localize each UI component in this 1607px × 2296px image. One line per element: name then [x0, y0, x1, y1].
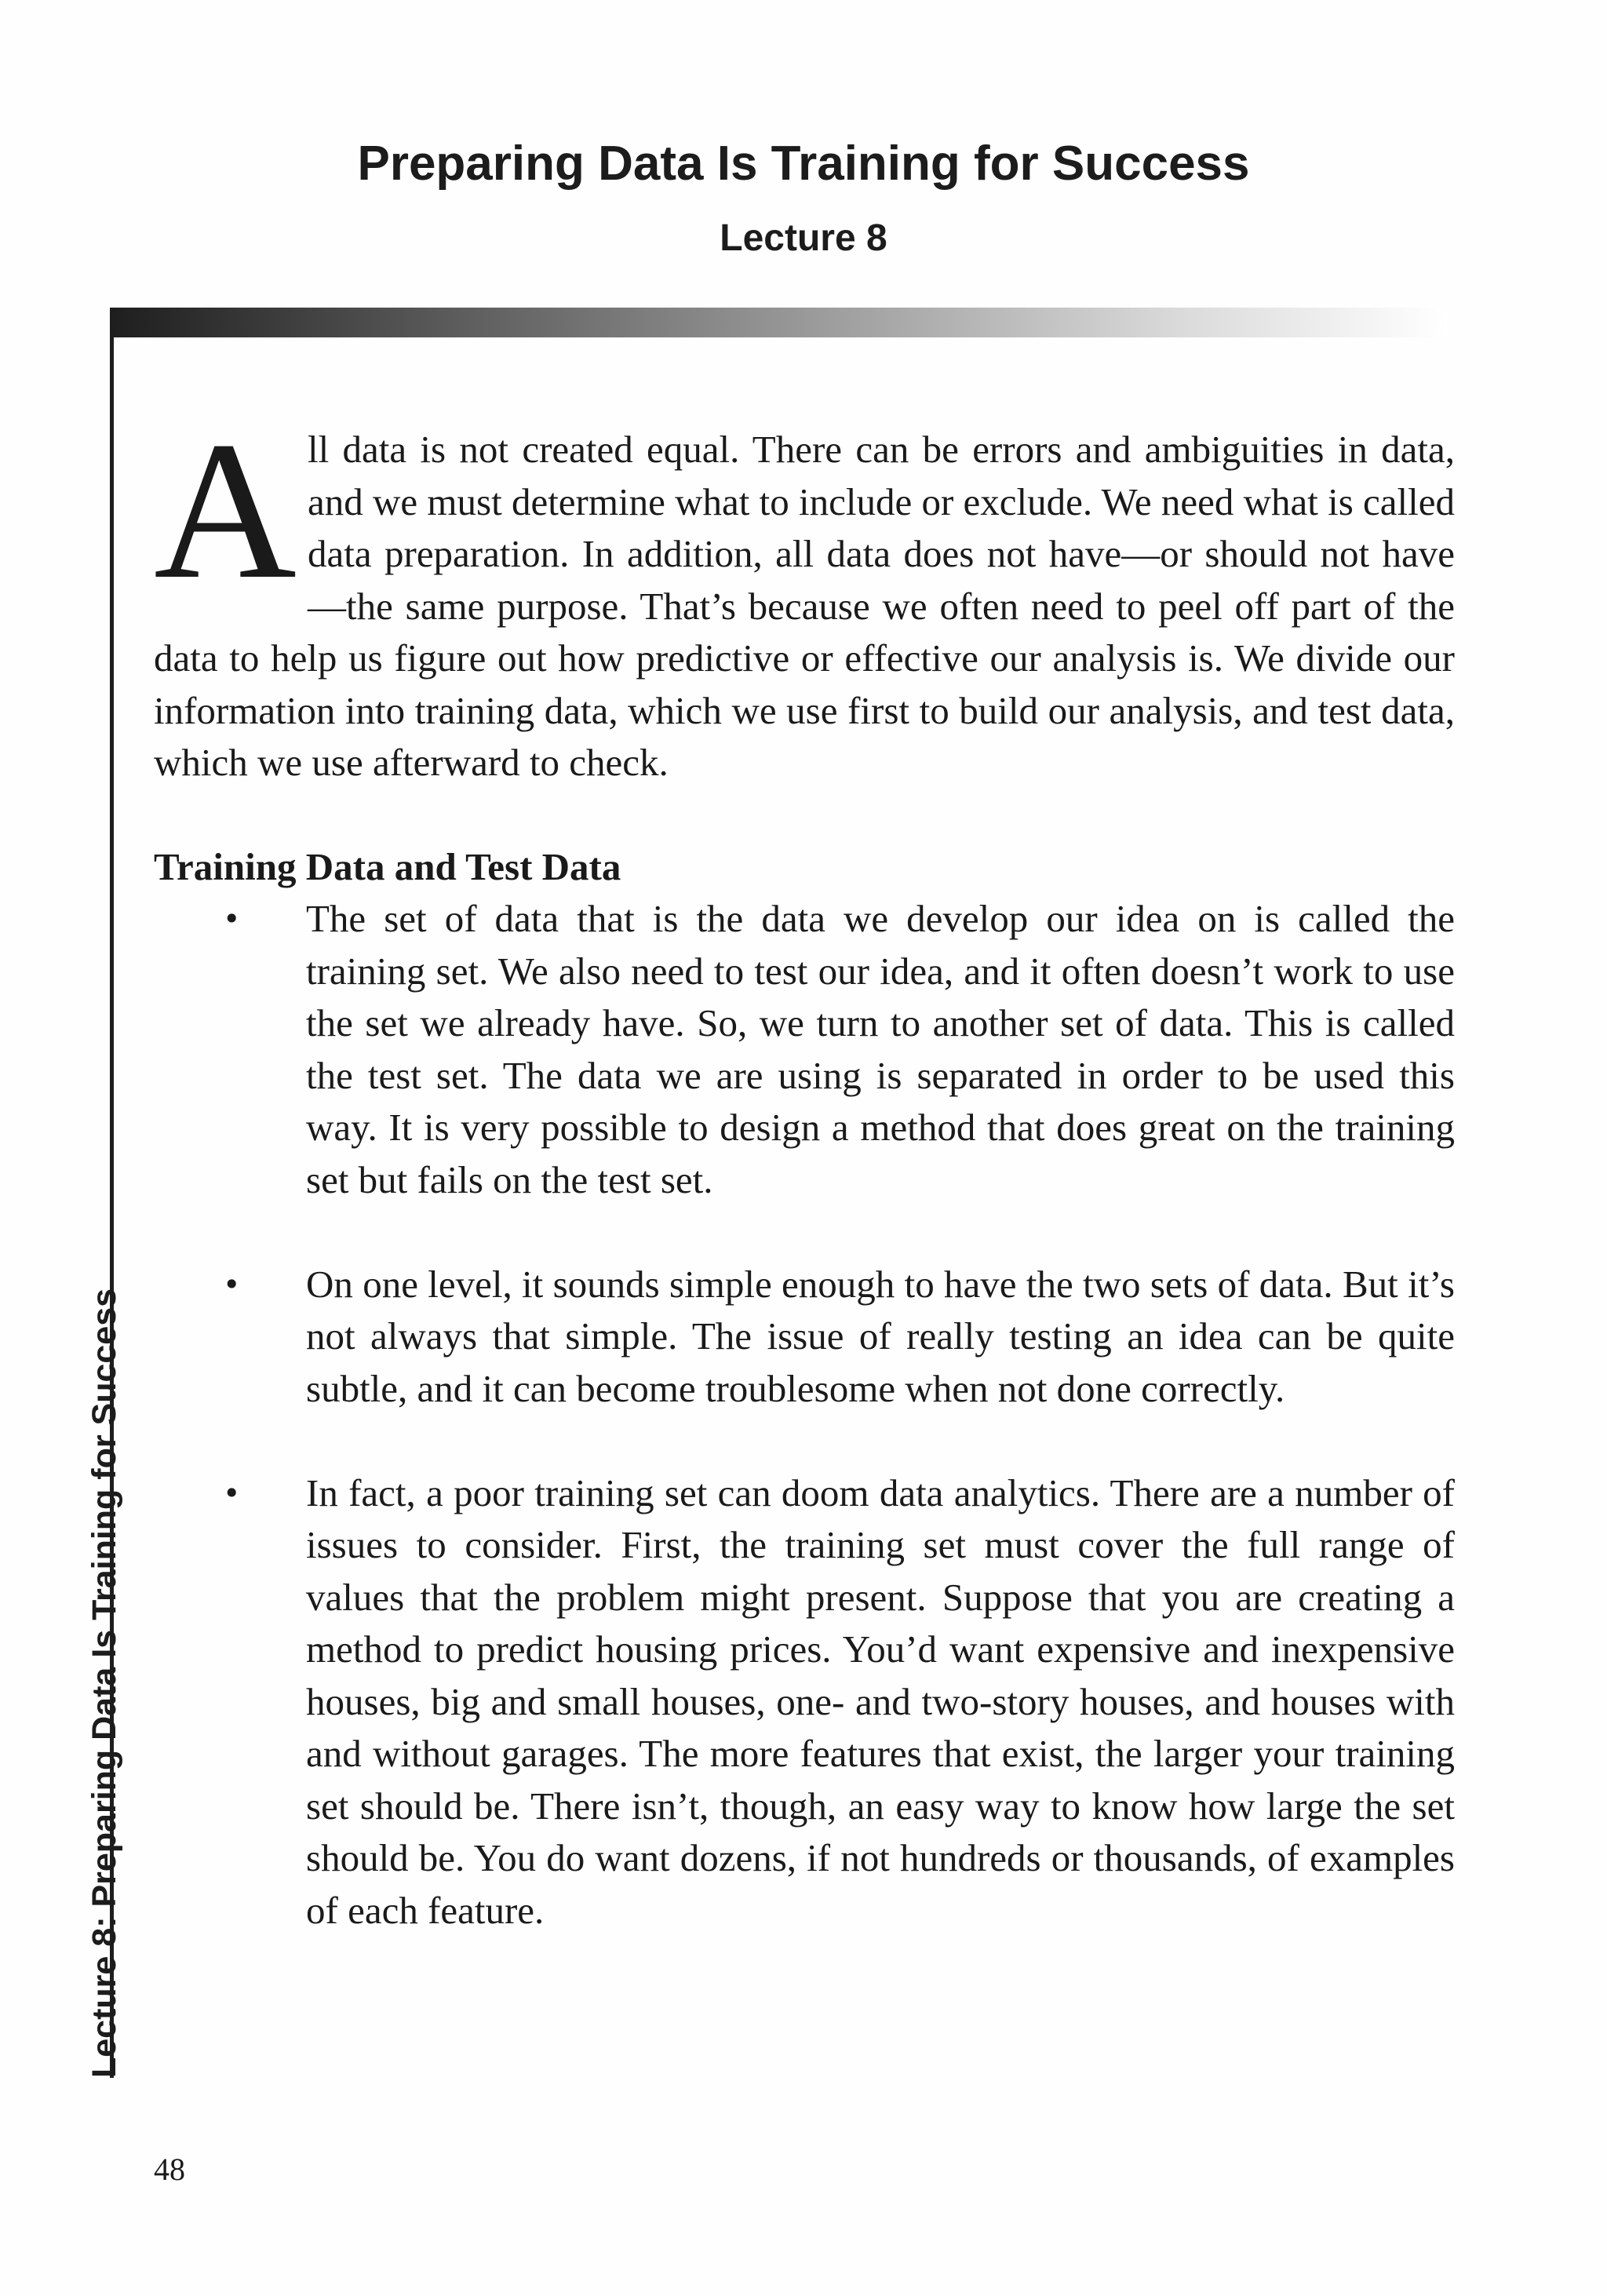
section-heading: Training Data and Test Data: [154, 844, 621, 888]
list-item: [154, 1467, 1455, 1937]
bullet-icon: •: [223, 902, 241, 936]
running-side-label: Lecture 8: Preparing Data Is Training for Success: [86, 1288, 123, 2078]
bullet-icon: •: [223, 1475, 241, 1511]
intro-paragraph: [154, 400, 1455, 789]
list-item: [154, 1259, 1455, 1416]
bullet-text: In fact, a poor training set can doom data analytics. There are a number of issues to consider. First, the training set must cover the full range of values that the problem might present. Suppose that you are creating a method to predict housing prices. You’d want expensive and inexpensive houses, big and small houses, one- and two-story houses, and houses with and without garages. The more features that exist, the larger your training set should be. There isn’t, though, an easy way to know how large the set should be. You do want dozens, if not hundreds or thousands, of examples of each feature.: [306, 1471, 1455, 1932]
list-item: [154, 893, 1455, 1206]
bullet-list: [154, 893, 1455, 1937]
lecture-number: Lecture 8: [720, 217, 887, 259]
drop-cap: A: [154, 400, 297, 620]
bullet-text: On one level, it sounds simple enough to have the two sets of data. But it’s not always that simple. The issue of really testing an idea can be quite subtle, and it can become troublesome when not done correctly.: [306, 1262, 1455, 1410]
bullet-icon: •: [223, 1266, 241, 1302]
page-body: [154, 400, 1455, 1937]
intro-text: ll data is not created equal. There can be errors and ambiguities in data, and we must determine what to include or exclude. We need what is called data preparation. In addition, all data does not have—or should not have—the same purpose. That’s because we often need to peel off part of the data to help us figure out how predictive or effective our analysis is. We divide our information into training data, which we use first to build our analysis, and test data, which we use afterward to check.: [154, 428, 1455, 784]
bullet-text: The set of data that is the data we develop our idea on is called the training set. We also need to test our idea, and it often doesn’t work to use the set we already have. So, we turn to another set of data. This is called the test set. The data we are using is separated in order to be used this way. It is very possible to design a method that does great on the training set but fails on the test set.: [306, 897, 1455, 1201]
page-number: 48: [154, 2152, 185, 2187]
header-gradient-bar: [110, 308, 1447, 337]
lecture-title: Preparing Data Is Training for Success: [357, 137, 1250, 191]
